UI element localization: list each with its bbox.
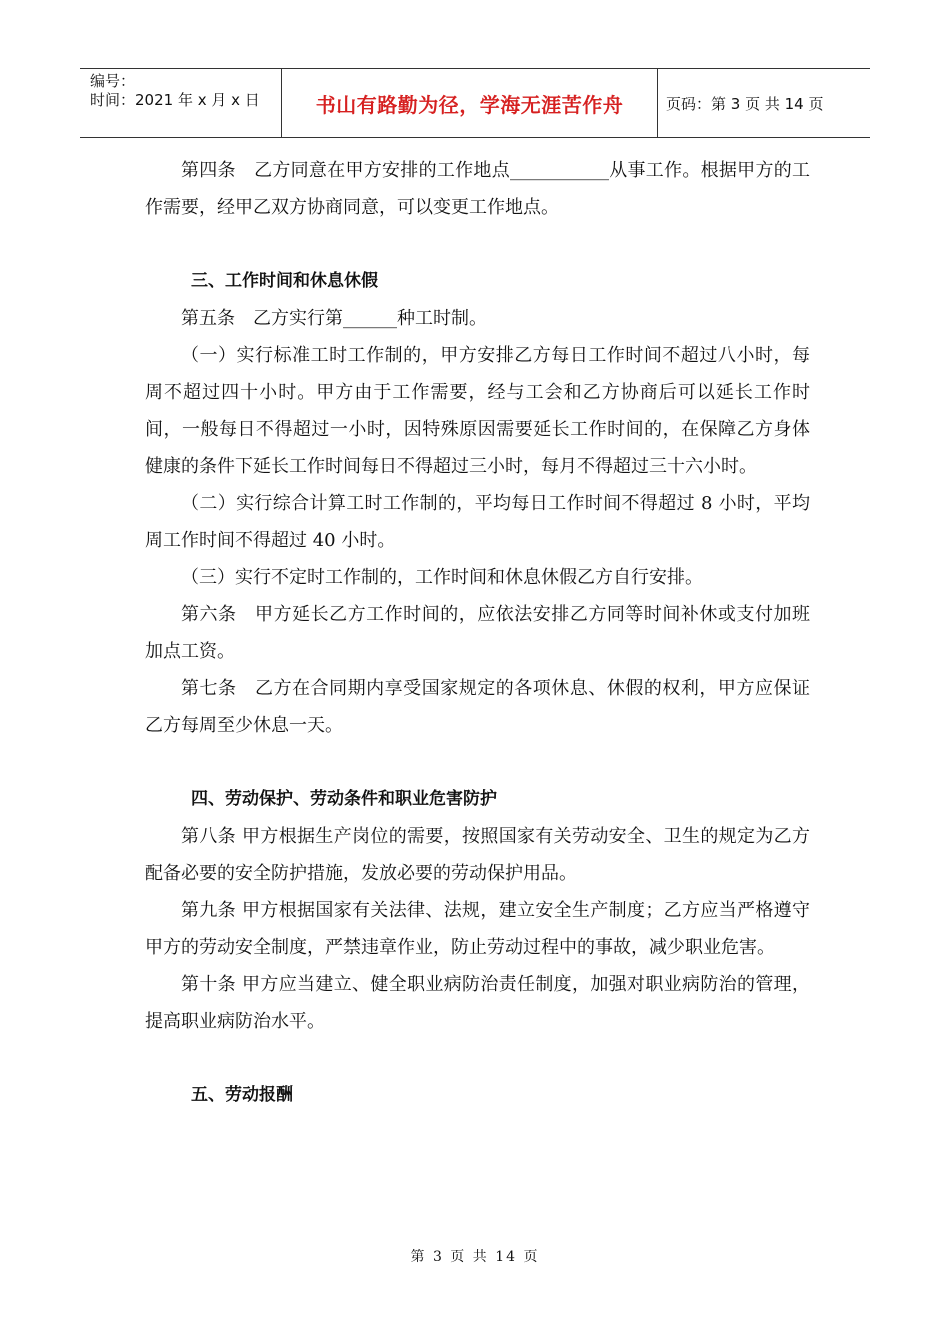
page-footer: 第 3 页 共 14 页 — [410, 1249, 540, 1265]
article-10: 第十条 甲方应当建立、健全职业病防治责任制度，加强对职业病防治的管理，提高职业病防治水平。 — [145, 974, 810, 1032]
clause-1: （一）实行标准工时工作制的，甲方安排乙方每日工作时间不超过八小时，每周不超过四十小时。甲方由于工作需要，经与工会和乙方协商后可以延长工作时间，一般每日不得超过一小时，因特殊原因需要延长工作时间的，在保障乙方身体健康的条件下延长工作时间每日不得超过三小时，每月不得超过三十六小时。 — [145, 345, 810, 477]
clause-3: （三）实行不定时工作制的，工作时间和休息休假乙方自行安排。 — [181, 567, 703, 588]
document-body — [145, 152, 810, 1114]
header-page-label: 页码：第 3 页 共 14 页 — [666, 94, 824, 113]
article-9: 第九条 甲方根据国家有关法律、法规，建立安全生产制度；乙方应当严格遵守甲方的劳动安全制度，严禁违章作业，防止劳动过程中的事故，减少职业危害。 — [145, 900, 810, 958]
article-4: 第四条 乙方同意在甲方安排的工作地点___________从事工作。根据甲方的工作需要，经甲乙双方协商同意，可以变更工作地点。 — [145, 160, 810, 218]
section-heading-3: 三、工作时间和休息休假 — [191, 271, 378, 291]
section-heading-4: 四、劳动保护、劳动条件和职业危害防护 — [191, 789, 497, 809]
number-label: 编号： — [90, 72, 136, 90]
section-heading-5: 五、劳动报酬 — [191, 1085, 293, 1105]
article-8: 第八条 甲方根据生产岗位的需要，按照国家有关劳动安全、卫生的规定为乙方配备必要的安全防护措施，发放必要的劳动保护用品。 — [145, 826, 810, 884]
page-header — [80, 68, 870, 138]
article-7: 第七条 乙方在合同期内享受国家规定的各项休息、休假的权利，甲方应保证乙方每周至少休息一天。 — [145, 678, 810, 736]
clause-2: （二）实行综合计算工时工作制的，平均每日工作时间不得超过 8 小时，平均周工作时间不得超过 40 小时。 — [145, 493, 810, 551]
header-meta — [80, 69, 282, 137]
article-5: 第五条 乙方实行第______种工时制。 — [181, 308, 487, 329]
article-6: 第六条 甲方延长乙方工作时间的，应依法安排乙方同等时间补休或支付加班加点工资。 — [145, 604, 810, 662]
time-label: 时间：2021 年 x 月 x 日 — [90, 91, 260, 109]
header-motto: 书山有路勤为径，学海无涯苦作舟 — [282, 69, 658, 137]
